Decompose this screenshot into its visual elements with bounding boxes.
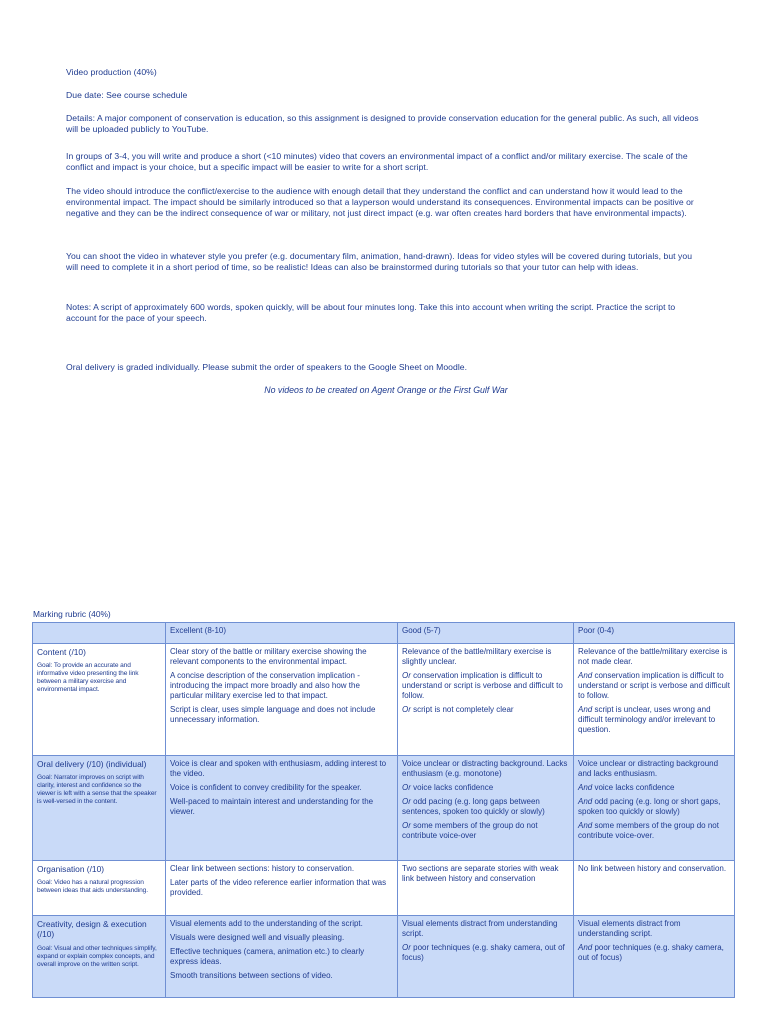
excellent-descriptor: Smooth transitions between sections of video. (170, 971, 333, 980)
excellent-descriptor: Clear story of the battle or military exercise showing the relevant components to the environmental impact. (170, 647, 367, 666)
groups-paragraph: In groups of 3-4, you will write and produce a short (<10 minutes) video that covers an environmental impact of a conflict and/or military exercise. The scale of the conflict and impact is your choice, but a specific impact will be easier to write for a short script. (66, 151, 688, 173)
marking-rubric-table (32, 622, 735, 998)
good-descriptor: Two sections are separate stories with weak link between history and conservation (402, 864, 559, 883)
poor-descriptor: And odd pacing (e.g. long or short gaps, spoken too quickly or slowly) (578, 797, 721, 816)
criterion-cell (33, 756, 166, 861)
rubric-row (33, 861, 735, 916)
good-cell (398, 861, 574, 916)
excellent-descriptor: Voice is clear and spoken with enthusiasm, adding interest to the video. (170, 759, 387, 778)
poor-descriptor: No link between history and conservation. (578, 864, 727, 873)
header-excellent: Excellent (8-10) (166, 623, 398, 644)
notes-paragraph: Notes: A script of approximately 600 words, spoken quickly, will be about four minutes long. Take this into account when writing the script. Practice the script to account for the pace of your speech. (66, 302, 676, 324)
poor-cell (574, 861, 735, 916)
criterion-title: Oral delivery (/10) (individual) (37, 759, 147, 769)
good-descriptor: Or poor techniques (e.g. shaky camera, out of focus) (402, 943, 565, 962)
excluded-topics-note: No videos to be created on Agent Orange or the First Gulf War (264, 385, 508, 395)
good-descriptor: Or voice lacks confidence (402, 783, 494, 792)
excellent-cell (166, 644, 398, 756)
rubric-title: Marking rubric (40%) (33, 609, 111, 619)
good-descriptor: Relevance of the battle/military exercise is slightly unclear. (402, 647, 552, 666)
rubric-row (33, 916, 735, 998)
details-paragraph: Details: A major component of conservation is education, so this assignment is designed to provide conservation education for the general public. As such, all videos will be uploaded publicly to YouTube. (66, 113, 699, 135)
excellent-descriptor: Effective techniques (camera, animation etc.) to clearly express ideas. (170, 947, 365, 966)
excellent-cell (166, 756, 398, 861)
criterion-title: Creativity, design & execution (/10) (37, 919, 147, 940)
header-good: Good (5-7) (398, 623, 574, 644)
oral-delivery-note: Oral delivery is graded individually. Please submit the order of speakers to the Google Sheet on Moodle. (66, 362, 468, 372)
criterion-cell (33, 916, 166, 998)
good-descriptor: Voice unclear or distracting background. Lacks enthusiasm (e.g. monotone) (402, 759, 568, 778)
rubric-header-row (33, 623, 735, 644)
style-paragraph: You can shoot the video in whatever style you prefer (e.g. documentary film, animation, hand-drawn). Ideas for video styles will be covered during tutorials, but you will need to complete it in a short period of time, so be realistic! Ideas can also be brainstormed during tutorials so that your tutor can help with ideas. (66, 251, 693, 273)
poor-descriptor: Visual elements distract from understanding script. (578, 919, 681, 938)
poor-descriptor: And script is unclear, uses wrong and difficult terminology and/or irrelevant to question. (578, 705, 716, 734)
header-poor: Poor (0-4) (574, 623, 735, 644)
poor-cell (574, 644, 735, 756)
poor-descriptor: Voice unclear or distracting background and lacks enthusiasm. (578, 759, 719, 778)
assignment-title: Video production (40%) (66, 67, 157, 77)
good-cell (398, 644, 574, 756)
excellent-descriptor: Script is clear, uses simple language and does not include unnecessary information. (170, 705, 376, 724)
good-descriptor: Visual elements distract from understanding script. (402, 919, 558, 938)
criterion-goal: Goal: Video has a natural progression between ideas that aids understanding. (37, 879, 148, 895)
poor-cell (574, 916, 735, 998)
excellent-cell (166, 916, 398, 998)
poor-descriptor: And poor techniques (e.g. shaky camera, out of focus) (578, 943, 724, 962)
poor-cell (574, 756, 735, 861)
due-date: Due date: See course schedule (66, 90, 188, 100)
poor-descriptor: Relevance of the battle/military exercise is not made clear. (578, 647, 728, 666)
rubric-row (33, 644, 735, 756)
criterion-goal: Goal: Narrator improves on script with clarity, interest and confidence so the viewer is left with a sense that the speaker is well-versed in the content. (37, 774, 157, 806)
good-cell (398, 916, 574, 998)
good-descriptor: Or script is not completely clear (402, 705, 514, 714)
good-descriptor: Or odd pacing (e.g. long gaps between sentences, spoken too quickly or slowly) (402, 797, 545, 816)
criterion-goal: Goal: To provide an accurate and informative video presenting the link between a military exercise and environmental impact. (37, 662, 139, 694)
excellent-descriptor: Clear link between sections: history to conservation. (170, 864, 355, 873)
criterion-title: Organisation (/10) (37, 864, 105, 874)
excellent-descriptor: Well-paced to maintain interest and understanding for the viewer. (170, 797, 374, 816)
excellent-cell (166, 861, 398, 916)
excellent-descriptor: Voice is confident to convey credibility for the speaker. (170, 783, 362, 792)
header-criterion (33, 623, 166, 644)
poor-descriptor: And voice lacks confidence (578, 783, 675, 792)
introduce-paragraph: The video should introduce the conflict/exercise to the audience with enough detail that they understand the conflict and can understand how it would lead to the environmental impact. The impact should be similarly introduced so that a layperson would understand its consequences. Environmental impacts can be positive or negative and they can be the indirect consequence of war or military, not just direct impact (e.g. war often creates hard borders that have environmental impacts). (66, 186, 694, 219)
excellent-descriptor: A concise description of the conservation implication - introducing the impact more broadly and also how the particular military exercise led to that impact. (170, 671, 360, 700)
good-descriptor: Or conservation implication is difficult to understand or script is verbose and difficult to follow. (402, 671, 563, 700)
criterion-cell (33, 644, 166, 756)
poor-descriptor: And some members of the group do not contribute voice-over. (578, 821, 719, 840)
criterion-title: Content (/10) (37, 647, 86, 657)
good-descriptor: Or some members of the group do not contribute voice-over (402, 821, 538, 840)
poor-descriptor: And conservation implication is difficult to understand or script is verbose and difficult to follow. (578, 671, 730, 700)
excellent-descriptor: Visual elements add to the understanding of the script. (170, 919, 363, 928)
rubric-row (33, 756, 735, 861)
good-cell (398, 756, 574, 861)
excellent-descriptor: Visuals were designed well and visually pleasing. (170, 933, 345, 942)
excellent-descriptor: Later parts of the video reference earlier information that was provided. (170, 878, 387, 897)
criterion-cell (33, 861, 166, 916)
criterion-goal: Goal: Visual and other techniques simplify, expand or explain complex concepts, and overall improve on the written script. (37, 944, 157, 968)
